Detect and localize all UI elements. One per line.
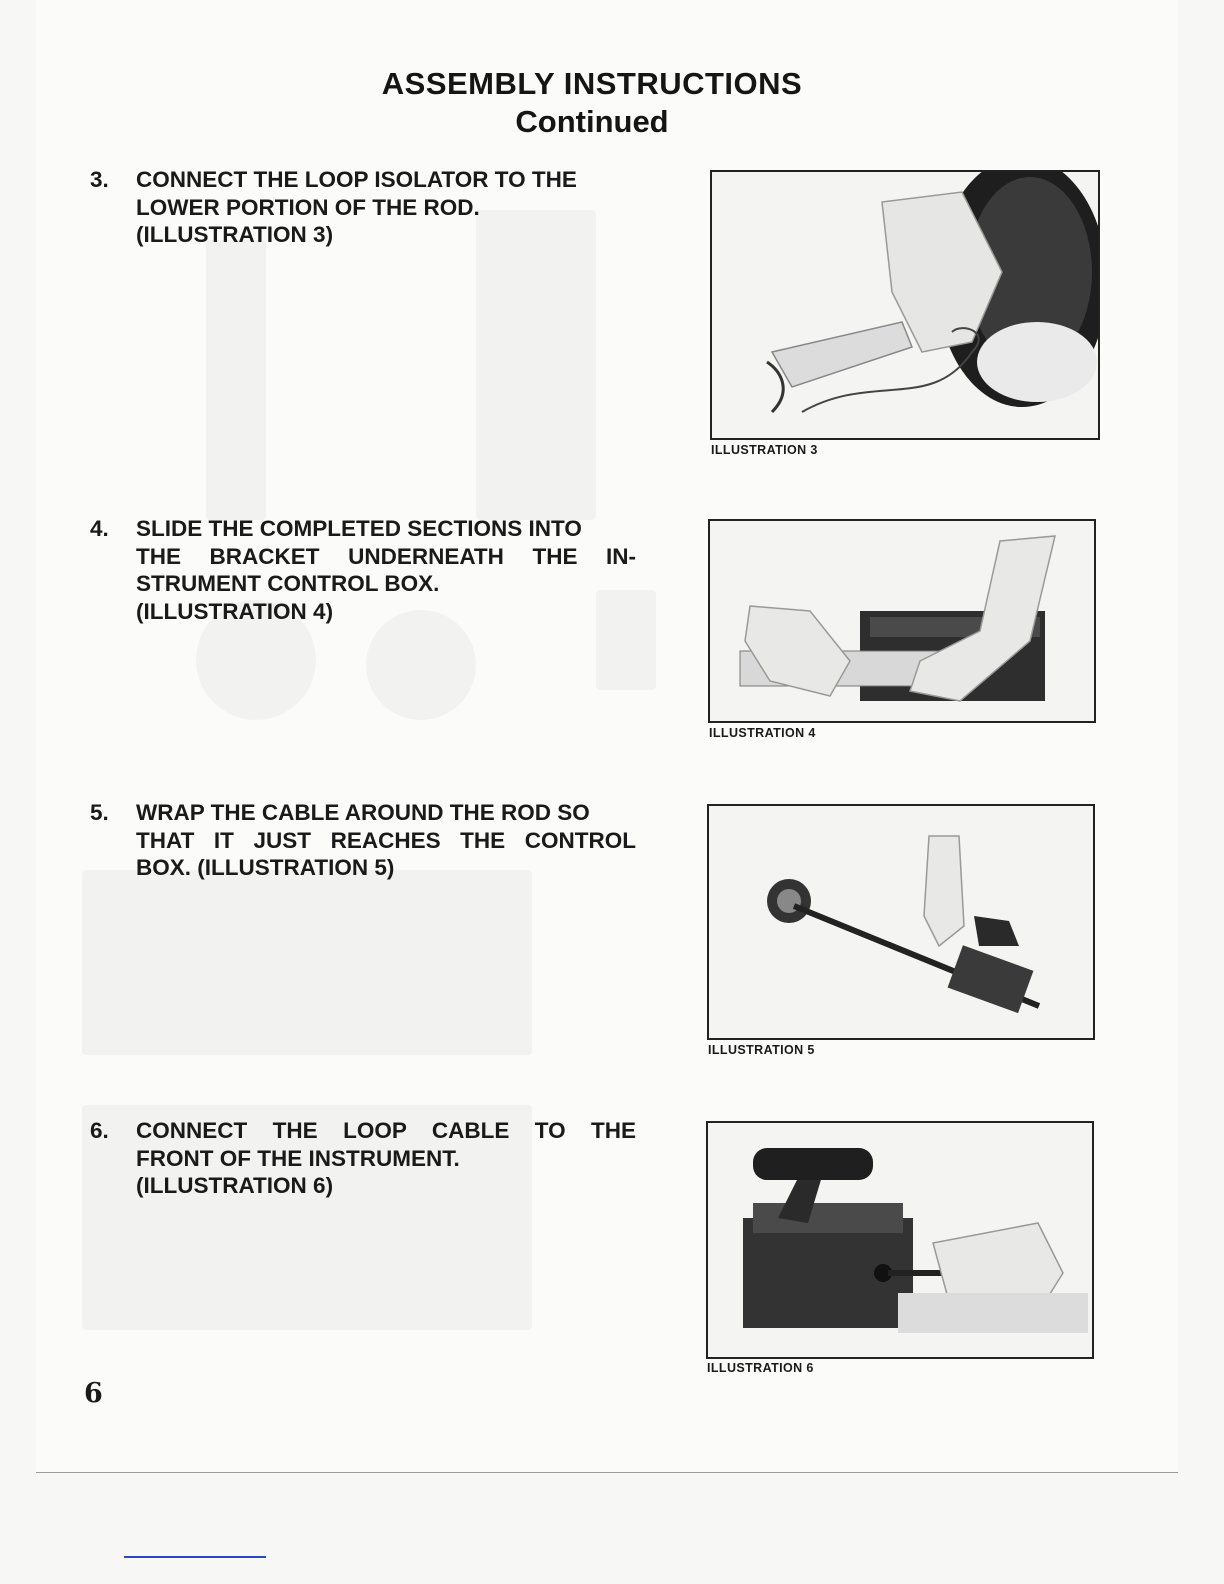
bleed-through-shape — [476, 210, 596, 520]
bleed-through-shape — [366, 610, 476, 720]
step-text-line: BOX. (ILLUSTRATION 5) — [136, 855, 395, 880]
illustration-6-caption: ILLUSTRATION 6 — [707, 1361, 814, 1375]
bleed-through-shape — [206, 240, 266, 520]
step-number: 5. — [90, 800, 109, 825]
step-text-line: LOWER PORTION OF THE ROD. — [136, 194, 480, 220]
step-text — [136, 166, 636, 249]
step-text-line: WRAP THE CABLE AROUND THE ROD SO — [136, 800, 590, 825]
step-text-line: (ILLUSTRATION 4) — [136, 598, 334, 624]
step-text-line: CONNECT THE LOOP ISOLATOR TO THE — [136, 167, 577, 192]
step-text-line: STRUMENT CONTROL BOX. — [136, 571, 440, 596]
bottom-underline-link[interactable] — [124, 1556, 266, 1558]
illustration-4-photo — [708, 519, 1096, 723]
step-text-line: SLIDE THE COMPLETED SECTIONS INTO — [136, 516, 582, 541]
illustration-6-photo — [706, 1121, 1094, 1359]
illustration-3-photo — [710, 170, 1100, 440]
illustration-5-caption: ILLUSTRATION 5 — [708, 1043, 815, 1057]
illustration-3-caption: ILLUSTRATION 3 — [711, 443, 818, 457]
page-title: ASSEMBLY INSTRUCTIONS — [381, 66, 803, 101]
bleed-through-shape — [82, 870, 532, 1055]
step-number: 6. — [90, 1118, 109, 1143]
step-text — [136, 515, 636, 625]
step-number: 3. — [90, 167, 109, 192]
illustration-5-photo — [707, 804, 1095, 1040]
step-number: 4. — [90, 516, 109, 541]
step-text — [136, 799, 636, 882]
page-subtitle: Continued — [515, 104, 669, 139]
illustration-4-caption: ILLUSTRATION 4 — [709, 726, 816, 740]
step-text-line: THE BRACKET UNDERNEATH THE IN- — [136, 543, 636, 569]
page-number: 6 — [84, 1378, 103, 1409]
step-text-line: FRONT OF THE INSTRUMENT. — [136, 1145, 460, 1171]
step-text-line: (ILLUSTRATION 3) — [136, 222, 334, 247]
step-text-line: (ILLUSTRATION 6) — [136, 1173, 334, 1198]
step-text-line: THAT IT JUST REACHES THE CONTROL — [136, 827, 636, 853]
step-text — [136, 1117, 636, 1200]
step-text-line: CONNECT THE LOOP CABLE TO THE — [136, 1118, 636, 1143]
